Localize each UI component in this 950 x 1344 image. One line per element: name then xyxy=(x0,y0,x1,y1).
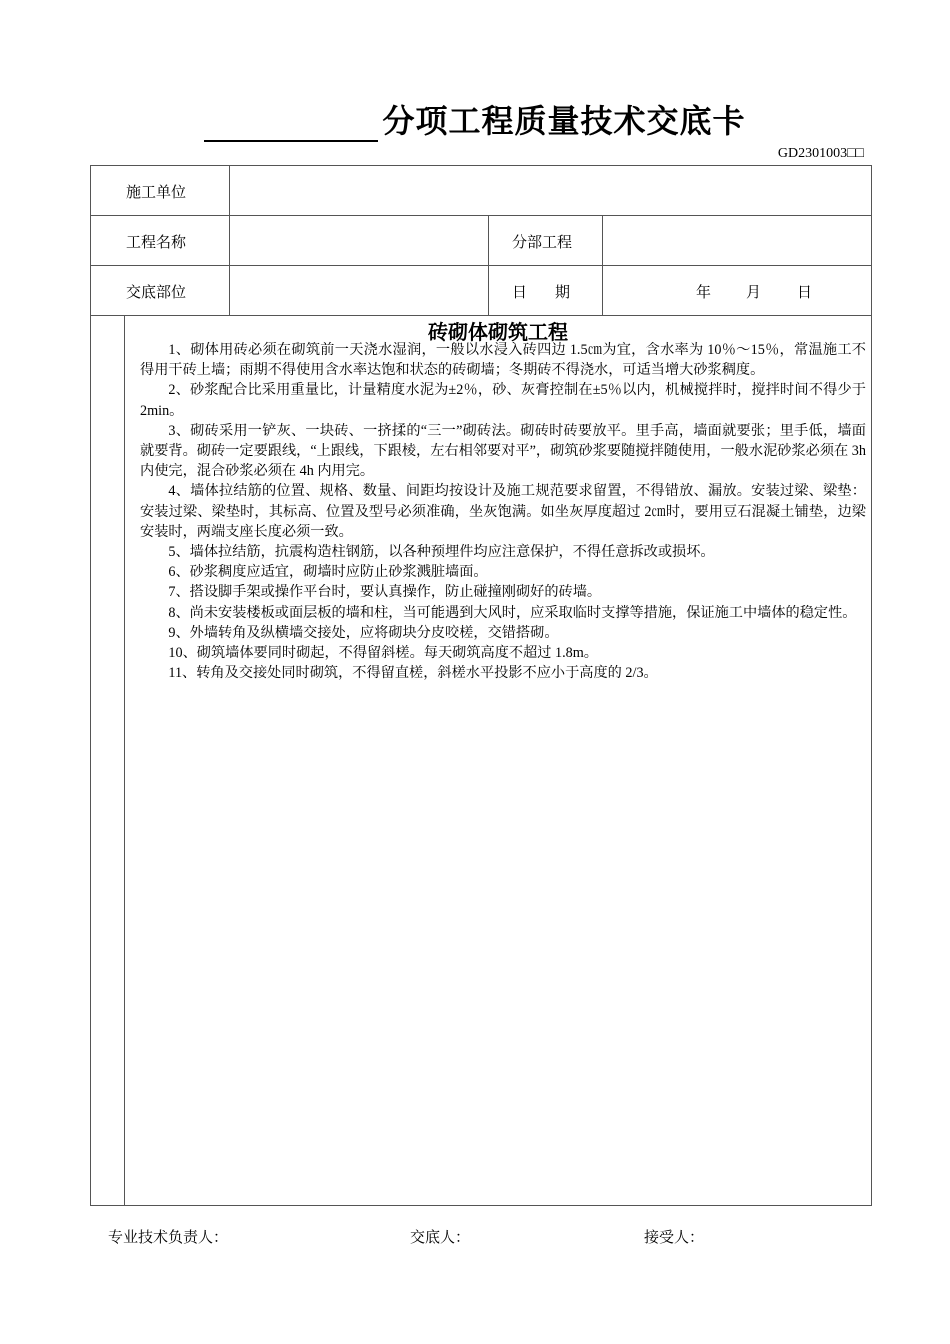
date-label: 日期 xyxy=(512,283,599,301)
column-divider xyxy=(488,215,489,315)
section-title: 砖砌体砌筑工程 xyxy=(428,320,568,344)
content-item: 3、砌砖采用一铲灰、一块砖、一挤揉的“三一”砌砖法。砌砖时砖要放平。里手高，墙面就要张；里手低，墙面就要背。砌砖一定要跟线，“上跟线，下跟棱，左右相邻要对平”，砌筑砂浆要随搅拌随使用，一般水泥砂浆必须在 3h 内使完，混合砂浆必须在 4h 内用完。 xyxy=(140,422,866,480)
content-item: 6、砂浆稠度应适宜，砌墙时应防止砂浆溅脏墙面。 xyxy=(168,564,488,581)
content-item: 5、墙体拉结筋，抗震构造柱钢筋，以各种预埋件均应注意保护，不得任意拆改或损坏。 xyxy=(168,544,715,561)
page-title xyxy=(0,96,950,142)
row-divider xyxy=(91,265,871,266)
column-divider xyxy=(602,215,603,315)
content-item: 8、尚未安装楼板或面层板的墙和柱，当可能遇到大风时，应采取临时支撑等措施，保证施工中墙体的稳定性。 xyxy=(168,604,857,621)
content-margin-line xyxy=(124,315,125,1205)
title-blank-line xyxy=(204,110,378,142)
document-code: GD2301003□□ xyxy=(777,146,864,161)
date-month: 月 xyxy=(746,283,762,301)
construction-unit-label: 施工单位 xyxy=(126,183,187,201)
content-item: 1、砌体用砖必须在砌筑前一天浇水湿润，一般以水浸入砖四边 1.5㎝为宜，含水率为 10％～15％，常温施工不得用干砖上墙；雨期不得使用含水率达饱和状态的砖砌墙；冬期砖不得浇水，可适当增大砂浆稠度。 xyxy=(140,342,866,379)
title-text: 分项工程质量技术交底卡 xyxy=(382,102,746,140)
content-item: 9、外墙转角及纵横墙交接处，应将砌块分皮咬槎，交错搭砌。 xyxy=(168,624,559,641)
tech-lead-label: 专业技术负责人： xyxy=(108,1228,229,1246)
handover-part-label: 交底部位 xyxy=(126,283,187,301)
project-name-label: 工程名称 xyxy=(126,233,187,251)
sub-project-label: 分部工程 xyxy=(512,233,573,251)
content-item: 4、墙体拉结筋的位置、规格、数量、间距均按设计及施工规范要求留置，不得错放、漏放。安装过梁、梁垫：安装过梁、梁垫时，其标高、位置及型号必须准确，坐灰饱满。如坐灰厚度超过 2㎝时，要用豆石混凝土铺垫，边梁安装时，两端支座长度必须一致。 xyxy=(140,483,866,540)
content-item: 10、砌筑墙体要同时砌起，不得留斜槎。每天砌筑高度不超过 1.8m。 xyxy=(168,645,598,662)
date-year: 年 xyxy=(696,283,712,301)
content-item: 2、砂浆配合比采用重量比，计量精度水泥为±2％，砂、灰膏控制在±5％以内，机械搅拌时，搅拌时间不得少于 2min。 xyxy=(140,382,866,419)
content-item: 11、转角及交接处同时砌筑，不得留直槎，斜槎水平投影不应小于高度的 2/3。 xyxy=(168,665,658,682)
date-day: 日 xyxy=(797,283,813,301)
row-divider xyxy=(91,215,871,216)
column-divider xyxy=(229,166,230,315)
handover-person-label: 交底人： xyxy=(410,1228,471,1246)
content-body xyxy=(140,340,866,683)
content-item: 7、搭设脚手架或操作平台时，要认真操作，防止碰撞刚砌好的砖墙。 xyxy=(168,584,602,601)
receiver-label: 接受人： xyxy=(644,1228,705,1246)
